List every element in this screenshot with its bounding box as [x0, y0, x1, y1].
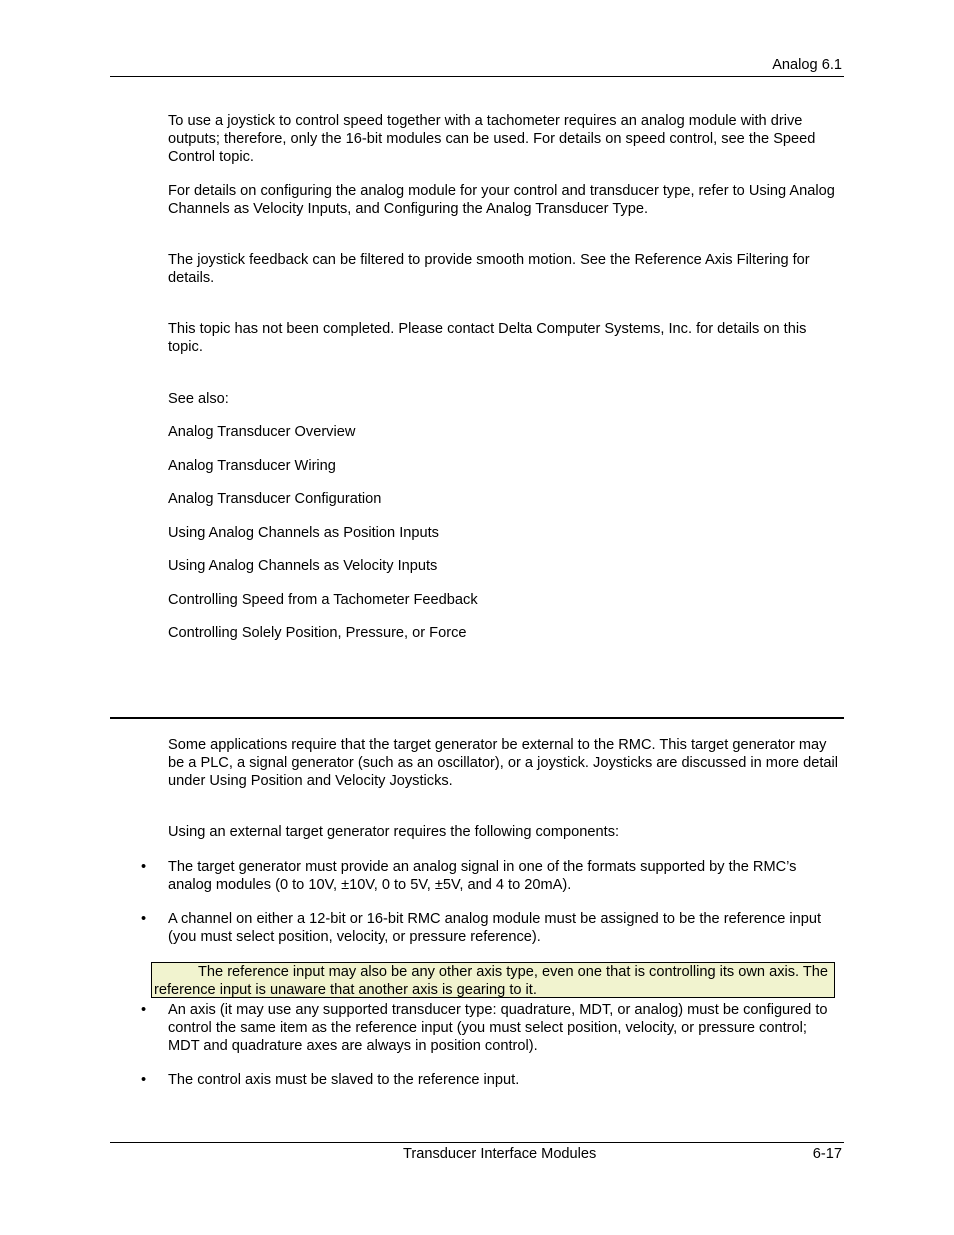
bullet-item: The control axis must be slaved to the reference input. — [168, 1072, 520, 1088]
note-text: The reference input may also be any other axis type, even one that is controlling its own axis. The reference input is unaware that another axis is gearing to it. — [154, 964, 829, 998]
bullet-marker: • — [141, 859, 147, 875]
header-section: Analog 6.1 — [772, 57, 842, 73]
link-tachometer-feedback[interactable]: Controlling Speed from a Tachometer Feedback — [168, 592, 478, 608]
header-rule — [110, 76, 844, 77]
paragraph-configuring: For details on configuring the analog module for your control and transducer type, refer to Using Analog Channels as Velocity Inputs, and Configuring the Analog Transducer Type. — [168, 183, 835, 217]
bullet-marker: • — [141, 1072, 147, 1088]
paragraph-filtering: The joystick feedback can be filtered to provide smooth motion. See the Reference Axis Filtering for details. — [168, 252, 810, 286]
link-position-inputs[interactable]: Using Analog Channels as Position Inputs — [168, 525, 439, 541]
link-velocity-inputs[interactable]: Using Analog Channels as Velocity Inputs — [168, 558, 438, 574]
link-solely-position[interactable]: Controlling Solely Position, Pressure, or Force — [168, 625, 467, 641]
section-divider — [110, 717, 844, 719]
link-analog-transducer-overview[interactable]: Analog Transducer Overview — [168, 424, 356, 440]
bullet-item: A channel on either a 12-bit or 16-bit RMC analog module must be assigned to be the reference input (you must select position, velocity, or pressure reference). — [168, 911, 822, 945]
paragraph-external-target: Some applications require that the target generator be external to the RMC. This target generator may be a PLC, a signal generator (such as an oscillator), or a joystick. Joysticks are discussed in more detail under Using Position and Velocity Joysticks. — [168, 737, 838, 789]
see-also-label: See also: — [168, 391, 229, 407]
paragraph-speed-control: To use a joystick to control speed together with a tachometer requires an analog module with drive outputs; therefore, only the 16-bit modules can be used. For details on speed control, see the Speed Control topic. — [168, 113, 816, 165]
paragraph-requires: Using an external target generator requires the following components: — [168, 824, 620, 840]
page-number: 6-17 — [812, 1146, 842, 1162]
bullet-item: The target generator must provide an analog signal in one of the formats supported by the RMC’s analog modules (0 to 10V, ±10V, 0 to 5V, ±5V, and 4 to 20mA). — [168, 859, 797, 893]
link-analog-transducer-configuration[interactable]: Analog Transducer Configuration — [168, 491, 382, 507]
footer-title: Transducer Interface Modules — [403, 1146, 597, 1162]
note-box — [151, 962, 835, 998]
bullet-marker: • — [141, 1002, 147, 1018]
footer-rule — [110, 1142, 844, 1143]
link-analog-transducer-wiring[interactable]: Analog Transducer Wiring — [168, 458, 336, 474]
paragraph-not-completed: This topic has not been completed. Please contact Delta Computer Systems, Inc. for details on this topic. — [168, 321, 807, 355]
bullet-marker: • — [141, 911, 147, 927]
bullet-item: An axis (it may use any supported transducer type: quadrature, MDT, or analog) must be configured to control the same item as the reference input (you must select position, velocity, or pressure control; MDT and quadrature axes are always in position control). — [168, 1002, 828, 1054]
